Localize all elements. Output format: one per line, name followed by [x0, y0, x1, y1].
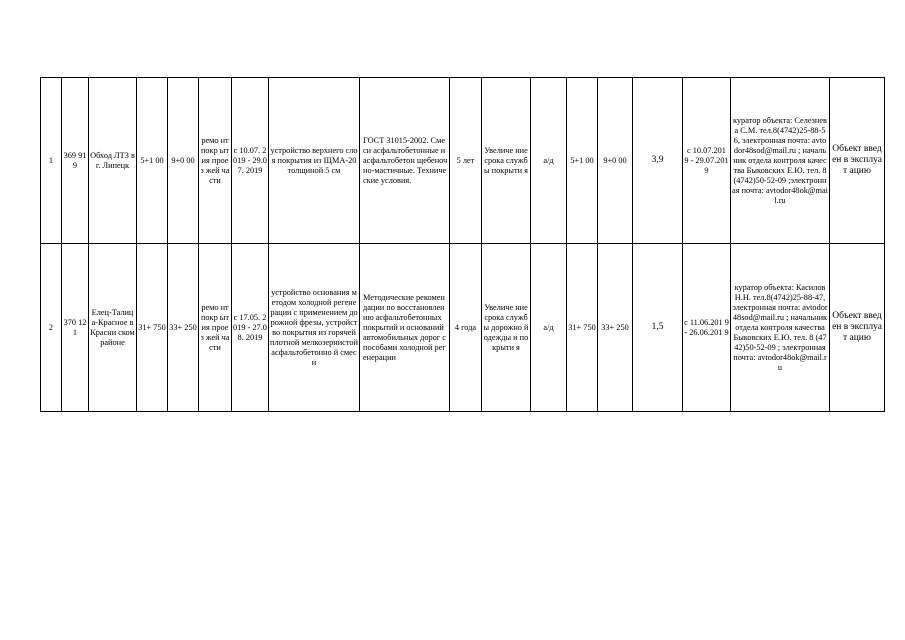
warranty-period: 5 лет [450, 78, 482, 244]
row-number: 2 [41, 244, 62, 412]
section-end: 9+0 00 [168, 78, 199, 244]
km-end: 9+0 00 [598, 78, 633, 244]
standard-document: Методические рекомендации по восстановлению асфальтобетонных покрытий и оснований автомобильных дорог способами холодной регенерации [360, 244, 450, 412]
work-period: с 11.06.201 9 - 26.06.201 9 [683, 244, 731, 412]
section-start: 5+1 00 [137, 78, 168, 244]
warranty-period: 4 года [450, 244, 482, 412]
road-name: Елец-Талица-Красное в Красни ском районе [89, 244, 137, 412]
road-type: а/д [531, 244, 567, 412]
section-end: 33+ 250 [168, 244, 199, 412]
contacts: куратор объекта: Селезнева С.М. тел.8(4742)25-88-56, электронная почта: avtodor48sod@mail.ru ; начальник отдела контроля качества Быковских Е.Ю. тел. 8(4742)50-52-09 ;электронная почта: avtodor48ok@mail.ru [731, 78, 830, 244]
work-type: ремо нт покр ытия проез жей части [199, 78, 232, 244]
km-start: 5+1 00 [567, 78, 598, 244]
road-type: а/д [531, 78, 567, 244]
km-start: 31+ 750 [567, 244, 598, 412]
road-name: Обход ЛТЗ в г. Липецк [89, 78, 137, 244]
object-status: Объект введен в эксплуат ацию [830, 78, 885, 244]
road-repair-table [40, 77, 885, 412]
km-end: 33+ 250 [598, 244, 633, 412]
section-length: 3,9 [633, 78, 683, 244]
table-row [41, 78, 885, 244]
section-length: 1,5 [633, 244, 683, 412]
row-number: 1 [41, 78, 62, 244]
standard-document: ГОСТ 31015-2002. Смеси асфальтобетонные и асфальтобетон щебеночно-мастичные. Технические условия. [360, 78, 450, 244]
work-description: устройство верхнего слоя покрытия из ЩМА-20 толщиной 5 см [269, 78, 360, 244]
table-row [41, 244, 885, 412]
section-start: 31+ 750 [137, 244, 168, 412]
work-dates: с 10.07. 2019 - 29.07. 2019 [232, 78, 269, 244]
work-period: с 10.07.201 9 - 29.07.201 9 [683, 78, 731, 244]
work-purpose: Увеличе ние срока службы покрыти я [482, 78, 531, 244]
contacts: куратор объекта: Касилов Н.Н. тел.8(4742)25-88-47, электронная почта: avtodor48sod@mail.ru ; начальник отдела контроля качества Быковских Е.Ю. тел. 8 (4742)50-52-09 ; электронная почта: avtodor48ok@mail.ru [731, 244, 830, 412]
object-status: Объект введен в эксплуат ацию [830, 244, 885, 412]
work-type: ремо нт покр ытия проез жей части [199, 244, 232, 412]
work-purpose: Увеличе ние срока службы дорожно й одежды и покрыти я [482, 244, 531, 412]
road-code: 370 121 [62, 244, 89, 412]
work-dates: с 17.05. 2019 - 27.08. 2019 [232, 244, 269, 412]
road-code: 369 919 [62, 78, 89, 244]
work-description: устройство основания методом холодной регенерации с применением дорожной фрезы, устройство покрытия из горячей плотной мелкозернистой асфальтобетонно й смеси [269, 244, 360, 412]
